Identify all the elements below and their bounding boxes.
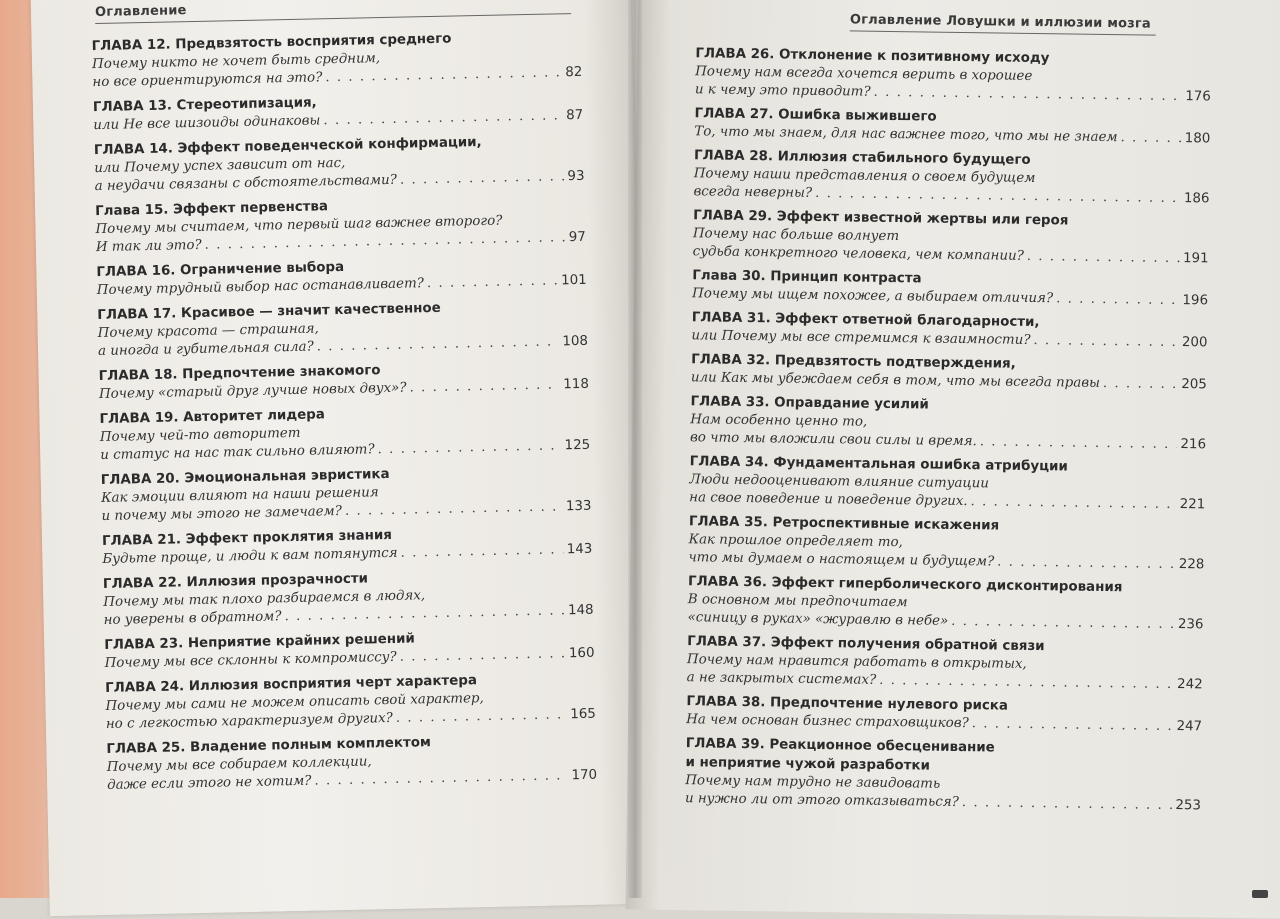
chapter-title: ГЛАВА 39. Реакционное обесценивание: [685, 736, 995, 756]
dot-leader: [873, 84, 1182, 106]
right-page: [625, 0, 1280, 919]
dot-leader: [972, 715, 1174, 736]
toc-entry: [104, 626, 595, 673]
chapter-subtitle-text: судьба конкретного человека, чем компании?: [692, 244, 1024, 264]
toc-entry: [96, 253, 587, 300]
chapter-title: ГЛАВА 34. Фундаментальная ошибка атрибуции: [689, 454, 1068, 475]
chapter-subtitle-text: и статус на нас так сильно влияют?: [100, 442, 375, 464]
dot-leader: [400, 541, 564, 562]
toc-entry: [695, 44, 1212, 106]
page-number: 101: [560, 272, 587, 289]
chapter-title: ГЛАВА 35. Ретроспективные искажения: [688, 514, 1000, 534]
dot-leader: [396, 706, 568, 728]
left-page: [31, 0, 650, 916]
page-number: 216: [1180, 437, 1207, 453]
chapter-subtitle: Почему нам трудно не завидовать: [685, 773, 941, 792]
chapter-subtitle: Почему нам нравится работать в открытых,: [686, 652, 1027, 672]
chapter-title: ГЛАВА 17. Красивое — значит качественное: [97, 300, 441, 324]
page-number: 165: [570, 706, 596, 723]
page-number: 180: [1184, 131, 1211, 147]
chapter-subtitle: Почему мы считаем, что первый шаг важнее второго?: [95, 213, 503, 238]
chapter-title: ГЛАВА 18. Предпочтение знакомого: [98, 363, 381, 385]
toc-entry: [101, 461, 592, 526]
chapter-title: ГЛАВА 24. Иллюзия восприятия черт характера: [104, 673, 478, 696]
chapter-subtitle-text: всегда неверны?: [693, 184, 813, 201]
page-number: 221: [1179, 497, 1206, 513]
page-number: 133: [565, 498, 592, 515]
chapter-subtitle: Как прошлое определяет то,: [688, 532, 903, 551]
toc-entry: [102, 522, 593, 569]
dot-leader: [962, 794, 1173, 815]
running-head-right: Оглавление Ловушки и иллюзии мозга: [849, 12, 1152, 32]
chapter-title: ГЛАВА 20. Эмоциональная эвристика: [100, 466, 390, 489]
chapter-title: ГЛАВА 32. Предвзятость подтверждения,: [691, 352, 1016, 372]
toc-entry: [106, 730, 597, 795]
chapter-subtitle: Как эмоции влияют на наши решения: [101, 485, 379, 507]
chapter-title: ГЛАВА 25. Владение полным комплектом: [106, 735, 432, 757]
page-number: 196: [1182, 293, 1209, 309]
toc-entry: [93, 88, 584, 135]
dot-leader: [997, 554, 1176, 574]
chapter-title: ГЛАВА 38. Предпочтение нулевого риска: [686, 694, 1009, 714]
chapter-subtitle-text: То, что мы знаем, для нас важнее того, что мы не знаем: [694, 124, 1118, 146]
chapter-subtitle-text: Почему «старый друг лучше новых двух»?: [98, 380, 407, 403]
dot-leader: [879, 672, 1174, 694]
chapter-subtitle: Почему нам всегда хочется верить в хорошее: [695, 64, 1033, 84]
toc-entry: [94, 131, 585, 196]
chapter-subtitle-text: и к чему это приводит?: [694, 82, 871, 100]
page-number: 97: [568, 229, 586, 246]
page-number: 247: [1176, 719, 1203, 735]
dot-leader: [1120, 129, 1181, 148]
dot-leader: [951, 613, 1175, 634]
chapter-subtitle-text: но с легкостью характеризуем других?: [105, 710, 393, 732]
dot-leader: [345, 498, 563, 521]
chapter-subtitle-text: а не закрытых системах?: [686, 670, 877, 688]
chapter-title: ГЛАВА 27. Ошибка выжившего: [694, 106, 937, 125]
page-number: 143: [566, 541, 593, 558]
chapter-subtitle: Почему наши представления о своем будущем: [693, 166, 1036, 186]
chapter-title: ГЛАВА 37. Эффект получения обратной связи: [687, 634, 1045, 655]
chapter-title: ГЛАВА 36. Эффект гиперболического дисконтирования: [687, 574, 1123, 596]
page-corner-mark: [1252, 890, 1268, 898]
toc-entry: [687, 572, 1204, 634]
chapter-title: ГЛАВА 26. Отклонение к позитивному исходу: [695, 46, 1050, 67]
dot-leader: [970, 493, 1176, 514]
page-number: 236: [1177, 617, 1204, 633]
chapter-subtitle: Почему чей-то авторитет: [99, 425, 301, 446]
chapter-subtitle-text: во что мы вложили свои силы и время.: [689, 430, 977, 450]
dot-leader: [1103, 375, 1179, 394]
running-head-left: Оглавление: [94, 3, 187, 21]
chapter-title: ГЛАВА 33. Оправдание усилий: [690, 394, 929, 413]
toc-entry: [103, 565, 594, 630]
page-number: 87: [566, 107, 584, 124]
chapter-title: ГЛАВА 14. Эффект поведенческой конфирмации,: [93, 134, 482, 159]
page-number: 253: [1175, 798, 1202, 814]
chapter-subtitle-text: и нужно ли от этого отказываться?: [684, 791, 959, 810]
dot-leader: [377, 437, 561, 459]
chapter-subtitle-text: Почему трудный выбор нас останавливает?: [96, 276, 425, 299]
chapter-title: ГЛАВА 28. Иллюзия стабильного будущего: [693, 148, 1031, 168]
chapter-title: ГЛАВА 21. Эффект проклятия знания: [101, 527, 393, 550]
dot-leader: [815, 185, 1181, 208]
chapter-subtitle-text: или Не все шизоиды одинаковы: [93, 113, 321, 134]
dot-leader: [325, 64, 562, 87]
toc-entry: [685, 734, 1202, 815]
chapter-subtitle-text: а неудачи связаны с обстоятельствами?: [94, 172, 398, 195]
chapter-title: ГЛАВА 12. Предвзятость восприятия среднего: [91, 31, 452, 55]
page-number: 82: [565, 64, 583, 81]
page-number: 186: [1183, 191, 1210, 207]
chapter-subtitle-text: даже если этого не хотим?: [107, 773, 312, 793]
page-number: 148: [567, 602, 594, 619]
dot-leader: [400, 168, 565, 189]
dot-leader: [317, 333, 560, 356]
toc-entry: [693, 146, 1210, 208]
chapter-subtitle-text: Будьте проще, и люди к вам потянутся: [102, 545, 398, 567]
chapter-subtitle-text: а иногда и губительная сила?: [97, 339, 314, 360]
toc-entry: [97, 296, 588, 361]
page-number: 200: [1181, 335, 1208, 351]
page-number: 176: [1185, 89, 1211, 105]
chapter-subtitle-text: но уверены в обратном?: [103, 609, 282, 628]
chapter-subtitle: Почему нас больше волнует: [692, 226, 900, 245]
toc-entry: [105, 669, 596, 734]
dot-leader: [980, 433, 1178, 454]
chapter-title: Глава 30. Принцип контраста: [692, 268, 922, 287]
dot-leader: [409, 376, 560, 397]
toc-entry: [95, 192, 586, 257]
chapter-subtitle: Почему мы сами не можем описать свой характер,: [105, 691, 484, 714]
chapter-title: ГЛАВА 29. Эффект известной жертвы или героя: [693, 208, 1069, 229]
chapter-subtitle-text: но все ориентируются на это?: [92, 70, 323, 91]
toc-entry: [691, 350, 1207, 394]
chapter-title-cont: и неприятие чужой разработки: [685, 755, 930, 774]
toc-entry: [689, 452, 1206, 514]
chapter-subtitle-text: И так ли это?: [95, 237, 202, 256]
chapter-title: ГЛАВА 22. Иллюзия прозрачности: [102, 571, 369, 592]
dot-leader: [399, 645, 566, 666]
toc-right: [685, 44, 1212, 820]
toc-entry: [686, 692, 1202, 736]
page-number: 93: [567, 168, 585, 185]
chapter-subtitle: Почему мы все собираем коллекции,: [106, 754, 372, 775]
toc-entry: [691, 308, 1207, 352]
chapter-subtitle-text: или Почему мы все стремимся к взаимности?: [691, 328, 1031, 348]
chapter-subtitle-text: на свое поведение и поведение других.: [689, 490, 968, 510]
chapter-subtitle-text: Почему мы ищем похожее, а выбираем отличия?: [691, 286, 1054, 307]
chapter-subtitle-text: или Как мы убеждаем себя в том, что мы всегда правы: [690, 370, 1101, 391]
page-number: 170: [571, 767, 598, 784]
toc-entry: [99, 400, 590, 465]
dot-leader: [1056, 290, 1180, 310]
book-spine-shadow: [628, 0, 642, 898]
dot-leader: [1033, 332, 1179, 352]
dot-leader: [1027, 248, 1180, 268]
toc-entry: [693, 206, 1210, 268]
chapter-title: Глава 15. Эффект первенства: [95, 199, 329, 220]
chapter-title: ГЛАВА 23. Неприятие крайних решений: [104, 631, 415, 653]
page-number: 125: [564, 437, 591, 454]
chapter-title: ГЛАВА 16. Ограничение выбора: [96, 259, 345, 281]
page-number: 205: [1181, 377, 1207, 393]
chapter-subtitle-text: Почему мы все склонны к компромиссу?: [104, 649, 397, 671]
page-number: 191: [1182, 251, 1209, 267]
chapter-subtitle: Нам особенно ценно то,: [690, 412, 868, 430]
chapter-subtitle: Почему никто не хочет быть средним,: [91, 51, 381, 73]
page-number: 228: [1178, 557, 1205, 573]
dot-leader: [323, 107, 563, 130]
toc-entry: [692, 266, 1208, 310]
chapter-subtitle-text: что мы думаем о настоящем и будущем?: [688, 550, 995, 570]
chapter-subtitle-text: На чем основан бизнес страховщиков?: [686, 712, 969, 732]
chapter-subtitle: Почему мы так плохо разбираемся в людях,: [103, 588, 426, 610]
page-number: 160: [568, 645, 595, 662]
toc-entry: [694, 104, 1210, 148]
page-number: 118: [563, 376, 590, 393]
toc-entry: [688, 512, 1205, 574]
page-number: 242: [1176, 677, 1203, 693]
chapter-subtitle-text: и почему мы этого не замечаем?: [101, 503, 343, 525]
chapter-subtitle-text: «синицу в руках» «журавлю в небе»: [687, 610, 949, 629]
header-rule-right: [850, 30, 1156, 35]
toc-entry: [92, 27, 583, 92]
chapter-title: ГЛАВА 31. Эффект ответной благодарности,: [691, 310, 1040, 331]
toc-entry: [690, 392, 1207, 454]
toc-entry: [687, 632, 1204, 694]
chapter-title: ГЛАВА 19. Авторитет лидера: [99, 407, 326, 428]
chapter-subtitle: Почему красота — страшная,: [97, 321, 320, 342]
toc-left: [92, 27, 598, 801]
chapter-subtitle: Люди недооценивают влияние ситуации: [689, 472, 990, 492]
dot-leader: [427, 272, 559, 293]
chapter-subtitle: В основном мы предпочитаем: [687, 592, 908, 611]
toc-entry: [98, 357, 589, 404]
chapter-subtitle: или Почему успех зависит от нас,: [94, 155, 346, 177]
page-number: 108: [562, 333, 589, 350]
chapter-title: ГЛАВА 13. Стереотипизация,: [92, 95, 317, 116]
